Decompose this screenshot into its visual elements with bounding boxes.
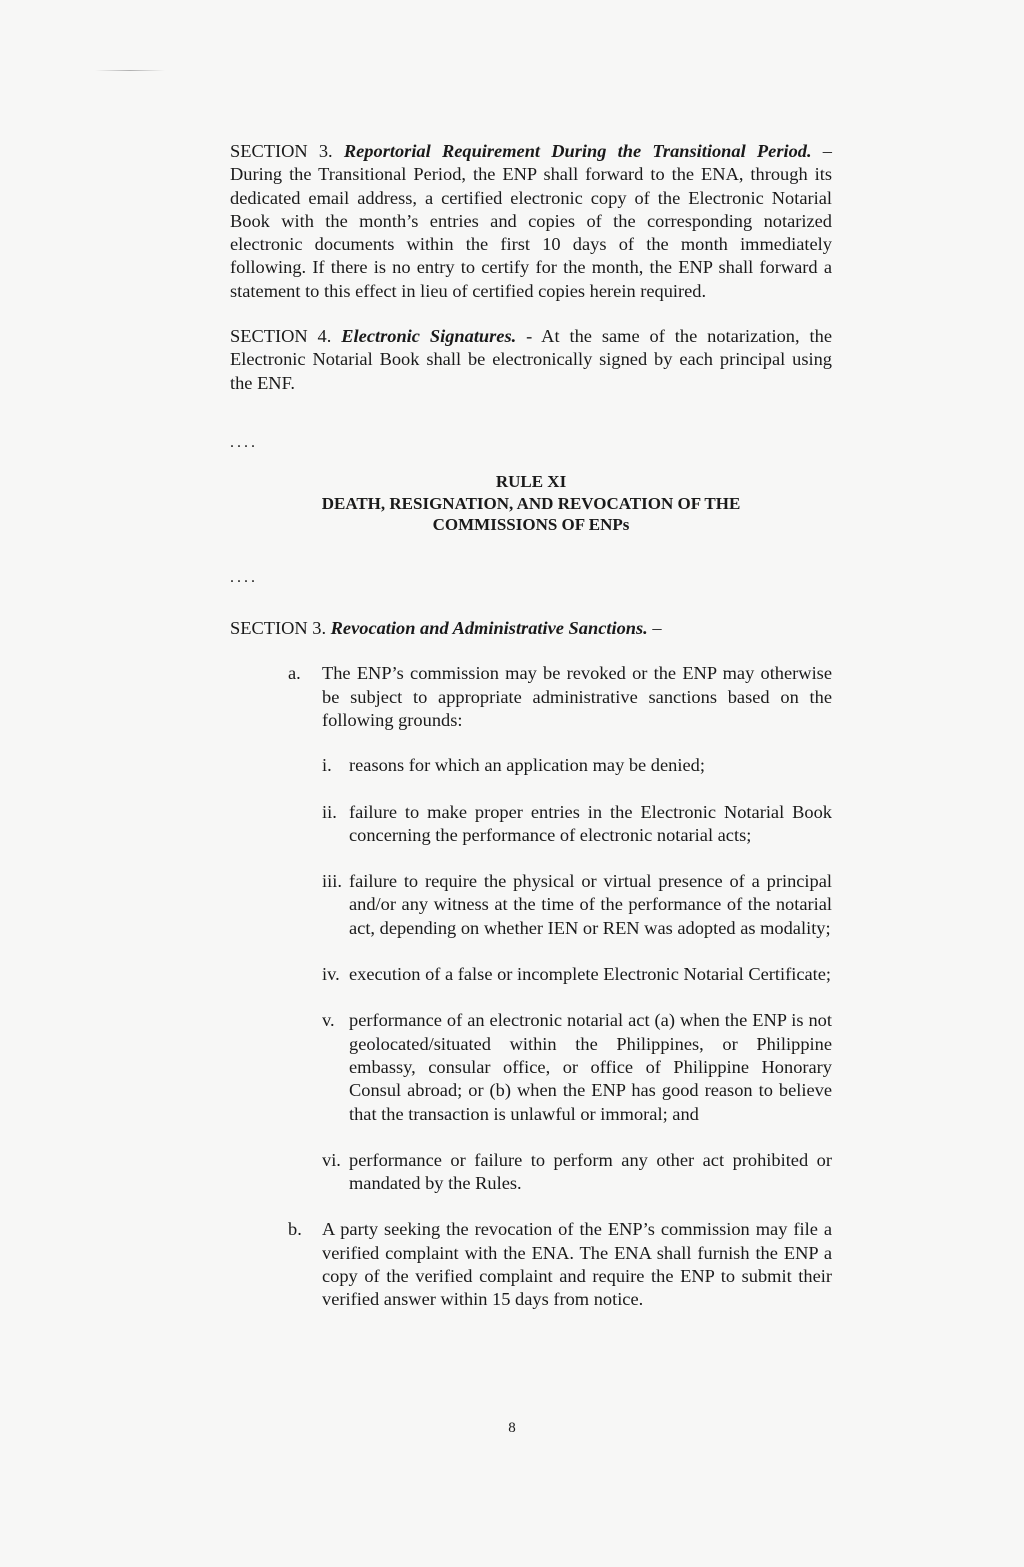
ground-item bbox=[322, 754, 832, 777]
section-dash: – bbox=[647, 618, 662, 639]
section-title: Electronic Signatures. bbox=[341, 326, 517, 347]
ground-text: failure to make proper entries in the Electronic Notarial Book concerning the performance of electronic notarial acts; bbox=[349, 801, 832, 845]
section-4-electronic-signatures bbox=[230, 325, 832, 395]
section-label: SECTION 3. bbox=[230, 141, 333, 161]
ground-number: v. bbox=[322, 1010, 335, 1031]
ground-text: execution of a false or incomplete Electronic Notarial Certificate; bbox=[349, 964, 832, 985]
section-title: Reportorial Requirement During the Transitional Period. bbox=[343, 141, 812, 161]
ground-text: performance or failure to perform any other act prohibited or mandated by the Rules. bbox=[349, 1149, 832, 1194]
ground-number: ii. bbox=[322, 801, 337, 822]
ground-text: failure to require the physical or virtual presence of a principal and/or any witness at the time of the performance of the notarial act, depending on whether IEN or REN was adopted as modality; bbox=[349, 871, 832, 938]
section-body: During the Transitional Period, the ENP shall forward to the ENA, through its dedicated email address, a certified electronic copy of the Electronic Notarial Book with the month’s entries and copies of the corresponding notarized electronic documents within the first 10 days of the month immediately following. If there is no entry to certify for the month, the ENP shall forward a statement to this effect in lieu of certified copies herein required. bbox=[230, 164, 832, 301]
list-item-b bbox=[288, 1218, 832, 1311]
list-item-letter: a. bbox=[288, 663, 301, 684]
ground-text: performance of an electronic notarial act (a) when the ENP is not geolocated/situated within the Philippines, or Philippine embassy, consular office, or office of Philippine Honorary Consul abroad; or (b) when the ENP has good reason to believe that the transaction is unlawful or immoral; and bbox=[349, 1010, 832, 1124]
section-heading bbox=[230, 326, 516, 346]
rule-title-line-1: DEATH, RESIGNATION, AND REVOCATION OF THE bbox=[321, 493, 741, 513]
section-dash: - bbox=[516, 326, 542, 347]
section-dash: – bbox=[811, 141, 832, 161]
document-page bbox=[230, 140, 832, 1312]
list-item-text: The ENP’s commission may be revoked or the ENP may otherwise be subject to appropriate administrative sanctions based on the following grounds: bbox=[322, 663, 832, 730]
rule-heading bbox=[230, 471, 832, 536]
list-item-a bbox=[288, 662, 832, 732]
scan-artifact bbox=[95, 70, 165, 71]
ground-number: iv. bbox=[322, 964, 340, 985]
section-title: Revocation and Administrative Sanctions. bbox=[330, 618, 648, 639]
ground-item bbox=[322, 1009, 832, 1125]
ground-number: vi. bbox=[322, 1149, 341, 1170]
section-heading bbox=[230, 141, 812, 161]
ground-number: iii. bbox=[322, 871, 342, 892]
section-label: SECTION 3. bbox=[230, 618, 327, 639]
section-3-reportorial bbox=[230, 140, 832, 303]
ground-item bbox=[322, 870, 832, 940]
grounds-list bbox=[322, 754, 832, 1195]
ground-item bbox=[322, 963, 832, 986]
rule-title-line-2: COMMISSIONS OF ENPs bbox=[432, 515, 630, 535]
ground-item bbox=[322, 1149, 832, 1196]
ground-item bbox=[322, 801, 832, 848]
rule-number: RULE XI bbox=[495, 472, 567, 492]
section-label: SECTION 4. bbox=[230, 326, 332, 347]
omission-ellipsis: .... bbox=[230, 568, 258, 586]
page-number: 8 bbox=[508, 1420, 516, 1436]
ground-text: reasons for which an application may be denied; bbox=[349, 755, 705, 776]
list-item-letter: b. bbox=[288, 1219, 302, 1240]
section-3-revocation-heading bbox=[230, 617, 832, 640]
ground-number: i. bbox=[322, 755, 332, 776]
list-item-text: A party seeking the revocation of the ENP’s commission may file a verified complaint with the ENA. The ENA shall furnish the ENP a copy of the verified complaint and require the ENP to submit their verified answer within 15 days from notice. bbox=[322, 1219, 832, 1310]
omission-ellipsis: .... bbox=[230, 433, 258, 451]
section-body: At the same of the notarization, the Electronic Notarial Book shall be electronically signed by each principal using the ENF. bbox=[230, 326, 832, 393]
